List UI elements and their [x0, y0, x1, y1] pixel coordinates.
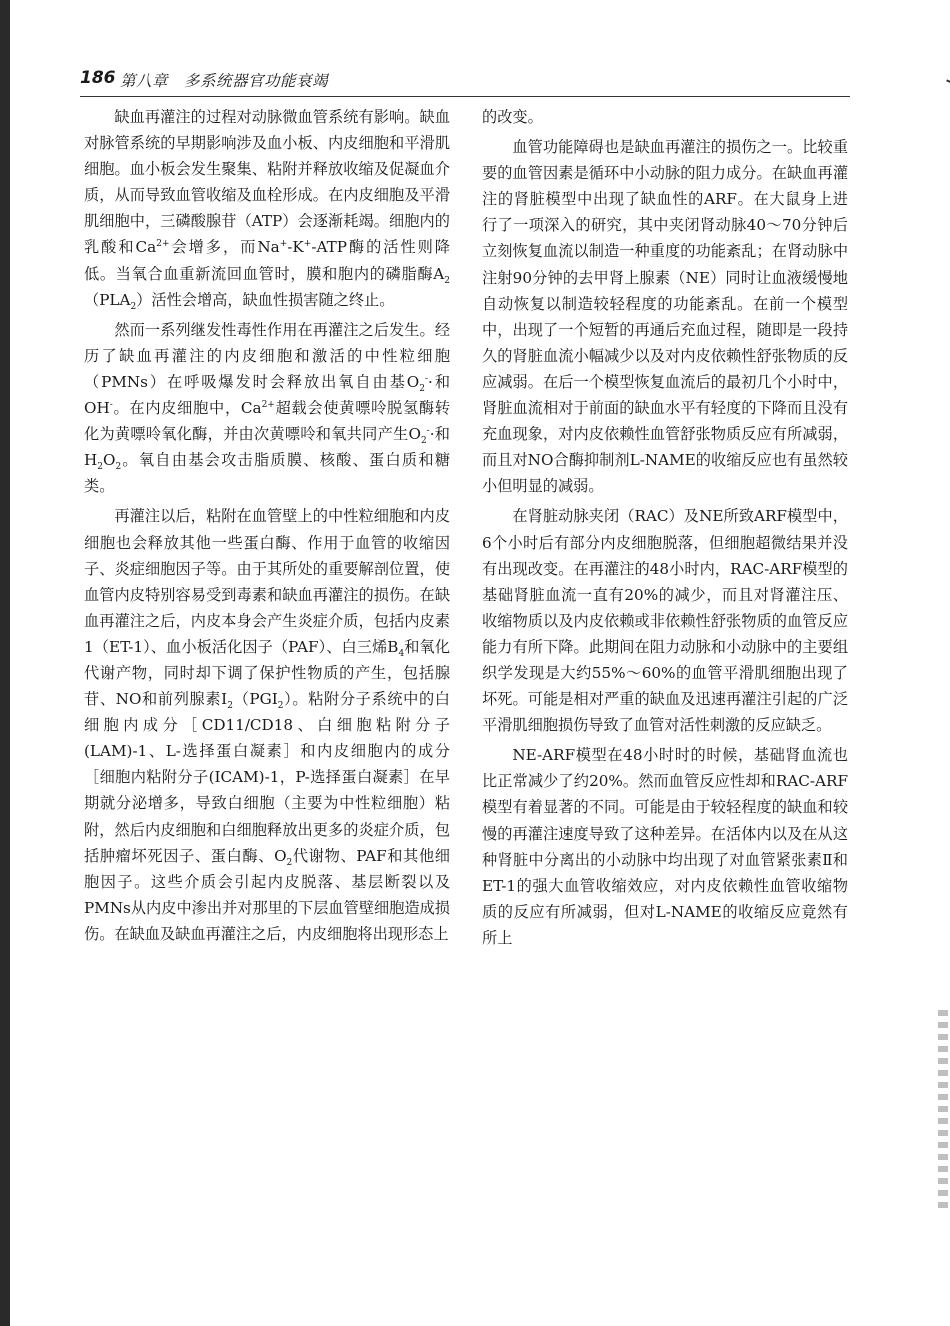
- paragraph: 缺血再灌注的过程对动脉微血管系统有影响。缺血对脉管系统的早期影响涉及血小板、内皮细胞和平滑肌细胞。血小板会发生聚集、粘附并释放收缩及促凝血介质，从而导致血管收缩及血栓形成。在内皮细胞及平滑肌细胞中，三磷酸腺苷（ATP）会逐渐耗竭。细胞内的乳酸和$Ca^{2+}$会增多，而Na+-K+-ATP酶的活性则降低。当氧合血重新流回血管时，膜和胞内的磷脂酶$A_2(PLA_2)$活性会增高，缺血性损害随之终止。: [84, 108, 450, 312]
- scan-mark: [938, 79, 950, 102]
- paragraph: 再灌注以后，粘附在血管壁上的中性粒细胞和内皮细胞也会释放其他一些蛋白酶、作用于血管的收缩因子、炎症细胞因子等。由于其所处的重要解剖位置，使血管内皮特别容易受到毒素和缺血再灌注的损伤。在缺血再灌注之后，内皮本身会产生炎症介质，包括内皮素1（ET-1）、血小板活化因子（PAF）、白三烯$B_4$和氧化代谢产物，同时却下调了保护性物质的产生，包括腺苷、NO和前列腺素$I_2(PGI_2)$。粘附分子系统中的白细胞内成分［CD11/CD18、白细胞粘附分子(LAM)-1、L-选择蛋白凝素］和内皮细胞内的成分［细胞内粘附分子(ICAM)-1，P-选择蛋白凝素］在早期就分泌增多，导致白细胞（主要为中性粒细胞）粘附，然后内皮细胞和白细胞释放出更多的炎症介质，包括肿瘤坏死因子、蛋白酶、$O_2$代谢物、PAF和其他细胞因子。这些介质会引起内皮脱落、基层断裂以及PMNs从内皮中渗出并对那里的下层血管壁细胞造成损伤。在缺血及缺血再灌注之后，内皮细胞将出现形态上: [84, 507, 450, 943]
- running-header: [80, 68, 850, 97]
- scan-binding-edge: [0, 0, 10, 1326]
- scan-adjacent-page-edge: [938, 1010, 948, 1210]
- right-column: [482, 104, 848, 955]
- paragraph-continuation: 的改变。: [482, 108, 543, 126]
- paragraph: 然而一系列继发性毒性作用在再灌注之后发生。经历了缺血再灌注的内皮细胞和激活的中性粒细胞（PMNs）在呼吸爆发时会释放出氧自由基$O_2^-\cdot$和OH-。在内皮细胞中，$Ca^{2+}$超载会使黄嘌呤脱氢酶转化为黄嘌呤氧化酶，并由次黄嘌呤和氧共同产生$O_2^-\cdot$和$H_2O_2$。氧自由基会攻击脂质膜、核酸、蛋白质和糖类。: [84, 320, 451, 496]
- chapter-title: 第八章 多系统器官功能衰竭: [120, 72, 329, 90]
- paragraph: 在肾脏动脉夹闭（RAC）及NE所致ARF模型中，6个小时后有部分内皮细胞脱落，但细胞超微结果并没有出现改变。在再灌注的48小时内，RAC-ARF模型的基础肾脏血流一直有20%的减少，而且对肾灌注压、收缩物质以及内皮依赖或非依赖性舒张物质的血管反应能力有所下降。此期间在阻力动脉和小动脉中的主要组织学发现是大约55%～60%的血管平滑肌细胞出现了坏死。可能是相对严重的缺血及迅速再灌注引起的广泛平滑肌细胞损伤导致了血管对活性刺激的反应缺乏。: [482, 507, 848, 735]
- paragraph: 血管功能障碍也是缺血再灌注的损伤之一。比较重要的血管因素是循环中小动脉的阻力成分。在缺血再灌注的肾脏模型中出现了缺血性的ARF。在大鼠身上进行了一项深入的研究，其中夹闭肾动脉40～70分钟后立刻恢复血流以制造一种重度的功能紊乱；在肾动脉中注射90分钟的去甲肾上腺素（NE）同时让血液缓慢地自动恢复以制造较轻程度的功能紊乱。在前一个模型中，出现了一个短暂的再通后充血过程，随即是一段持久的肾脏血流小幅减少以及对内皮依赖性舒张物质的反应减弱。在后一个模型恢复血流后的最初几个小时中，肾脏血流相对于前面的缺血水平有轻度的下降而且没有充血现象，对内皮依赖性血管舒张物质反应有所减弱，而且对NO合酶抑制剂L-NAME的收缩反应也有虽然较小但明显的减弱。: [482, 138, 848, 496]
- paragraph: NE-ARF模型在48小时时的时候，基础肾血流也比正常减少了约20%。然而血管反应性却和RAC-ARF模型有着显著的不同。可能是由于较轻程度的缺血和较慢的再灌注速度导致了这种差异。在活体内以及在从这种肾脏中分离出的小动脉中均出现了对血管紧张素Ⅱ和ET-1的强大血管收缩效应，对内皮依赖性血管收缩物质的反应有所减弱，但对L-NAME的收缩反应竟然有所上: [482, 746, 848, 947]
- page-number: 186: [80, 68, 116, 88]
- left-column: [84, 104, 450, 951]
